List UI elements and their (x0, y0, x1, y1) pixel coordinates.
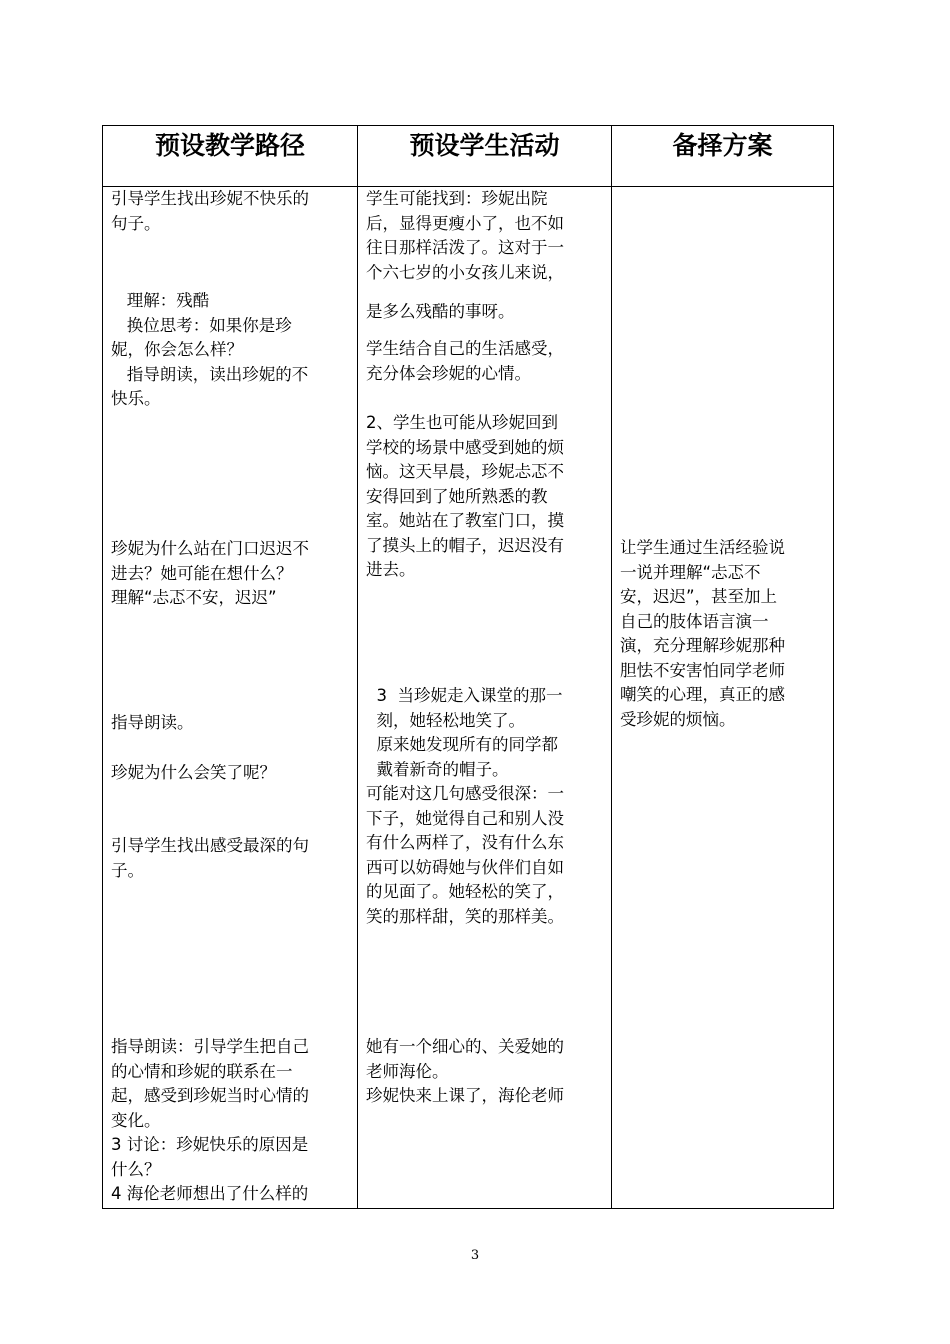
student-activity-text-block (366, 684, 564, 929)
lesson-plan-table (102, 125, 834, 1209)
header-alternative-plan: 备择方案 (612, 126, 834, 187)
teaching-path-text-line: 理解：残酷 (111, 291, 210, 310)
table-body-row (103, 187, 834, 1209)
cell-alternative-plan (612, 187, 834, 1209)
teaching-path-text-line: 3 讨论：珍妮快乐的原因是 (111, 1135, 309, 1154)
student-activity-text-line: 刻，她轻松地笑了。 (366, 710, 525, 730)
alternative-plan-text-line: 安，迟迟”，甚至加上 (620, 587, 778, 606)
alternative-plan-text-line: 让学生通过生活经验说 (620, 538, 785, 557)
student-activity-text-line: 恼。这天早晨，珍妮忐忑不 (366, 462, 564, 481)
table-header-row (103, 126, 834, 187)
teaching-path-text-line: 珍妮为什么会笑了呢？ (111, 763, 276, 782)
student-activity-text-block (366, 187, 564, 285)
student-activity-text-line: 是多么残酷的事呀。 (366, 302, 515, 321)
teaching-path-text-line: 引导学生找出珍妮不快乐的 (111, 189, 309, 208)
student-activity-text-line: 老师海伦。 (366, 1061, 449, 1081)
student-activity-text-line: 进去。 (366, 560, 416, 579)
alternative-plan-text-line: 一说并理解“忐忑不 (620, 562, 761, 582)
teaching-path-text-line: 变化。 (111, 1110, 161, 1130)
page-number: 3 (470, 1248, 480, 1263)
teaching-path-content (103, 187, 357, 1208)
header-teaching-path: 预设教学路径 (103, 126, 358, 187)
student-activity-text-line: 学生可能找到：珍妮出院 (366, 189, 548, 208)
student-activity-text-line: 学校的场景中感受到她的烦 (366, 437, 564, 457)
teaching-path-text-block (111, 537, 309, 611)
student-activity-content (358, 187, 611, 1208)
cell-teaching-path (103, 187, 358, 1209)
student-activity-text-line: 西可以妨碍她与伙伴们自如 (366, 857, 564, 877)
header-student-activity: 预设学生活动 (358, 126, 612, 187)
teaching-path-text-line: 珍妮为什么站在门口迟迟不 (111, 539, 309, 558)
student-activity-text-block (366, 411, 564, 583)
teaching-path-text-line: 指导朗读。 (111, 713, 194, 732)
alternative-plan-content (612, 187, 833, 1208)
student-activity-text-line: 后，显得更瘦小了，也不如 (366, 213, 564, 233)
student-activity-text-line: 可能对这几句感受很深：一 (366, 784, 564, 803)
student-activity-text-line: 充分体会珍妮的心情。 (366, 363, 531, 383)
student-activity-text-line: 3 当珍妮走入课堂的那一 (366, 686, 563, 705)
teaching-path-text-line: 进去？她可能在想什么？ (111, 563, 293, 583)
teaching-path-text-block (111, 761, 276, 786)
student-activity-text-line: 了摸头上的帽子，迟迟没有 (366, 535, 564, 555)
teaching-path-text-line: 妮，你会怎么样？ (111, 340, 243, 359)
teaching-path-text-line: 换位思考：如果你是珍 (111, 315, 292, 335)
teaching-path-text-line: 起，感受到珍妮当时心情的 (111, 1086, 309, 1105)
student-activity-text-line: 她有一个细心的、关爱她的 (366, 1037, 564, 1056)
teaching-path-text-line: 引导学生找出感受最深的句 (111, 836, 309, 855)
student-activity-text-line: 有什么两样了，没有什么东 (366, 833, 564, 852)
teaching-path-text-block (111, 834, 309, 883)
student-activity-text-line: 2、学生也可能从珍妮回到 (366, 413, 558, 432)
student-activity-text-line: 珍妮快来上课了，海伦老师 (366, 1086, 564, 1105)
student-activity-text-line: 学生结合自己的生活感受， (366, 339, 564, 358)
teaching-path-text-line: 理解“忐忑不安，迟迟” (111, 588, 277, 607)
teaching-path-text-block (111, 289, 308, 412)
student-activity-text-line: 安得回到了她所熟悉的教 (366, 486, 548, 506)
teaching-path-text-line: 指导朗读：引导学生把自己 (111, 1037, 309, 1056)
alternative-plan-text-line: 自己的肢体语言演一 (620, 611, 769, 631)
teaching-path-text-line: 句子。 (111, 213, 161, 233)
student-activity-text-line: 室。她站在了教室门口，摸 (366, 511, 564, 530)
cell-student-activity (358, 187, 612, 1209)
alternative-plan-text-block (620, 536, 785, 732)
teaching-path-text-line: 子。 (111, 860, 144, 880)
teaching-path-text-line: 指导朗读，读出珍妮的不 (111, 364, 309, 384)
student-activity-text-line: 的见面了。她轻松的笑了， (366, 882, 564, 901)
student-activity-text-line: 笑的那样甜，笑的那样美。 (366, 906, 564, 926)
student-activity-text-block (366, 300, 515, 325)
alternative-plan-text-line: 演，充分理解珍妮那种 (620, 636, 785, 655)
alternative-plan-text-line: 嘲笑的心理，真正的感 (620, 685, 785, 704)
teaching-path-text-block (111, 187, 309, 236)
student-activity-text-line: 原来她发现所有的同学都 (366, 735, 558, 754)
alternative-plan-text-line: 胆怯不安害怕同学老师 (620, 660, 785, 680)
alternative-plan-text-line: 受珍妮的烦恼。 (620, 709, 736, 729)
student-activity-text-block (366, 337, 564, 386)
teaching-path-text-line: 4 海伦老师想出了什么样的 (111, 1184, 309, 1203)
teaching-path-text-block (111, 711, 194, 736)
teaching-path-text-line: 快乐。 (111, 389, 161, 408)
student-activity-text-line: 往日那样活泼了。这对于一 (366, 238, 564, 257)
teaching-path-text-line: 的心情和珍妮的联系在一 (111, 1061, 293, 1081)
student-activity-text-block (366, 1035, 564, 1109)
teaching-path-text-line: 什么？ (111, 1159, 161, 1179)
student-activity-text-line: 戴着新奇的帽子。 (366, 759, 509, 779)
teaching-path-text-block (111, 1035, 309, 1207)
student-activity-text-line: 个六七岁的小女孩儿来说， (366, 262, 564, 282)
student-activity-text-line: 下子，她觉得自己和别人没 (366, 808, 564, 828)
